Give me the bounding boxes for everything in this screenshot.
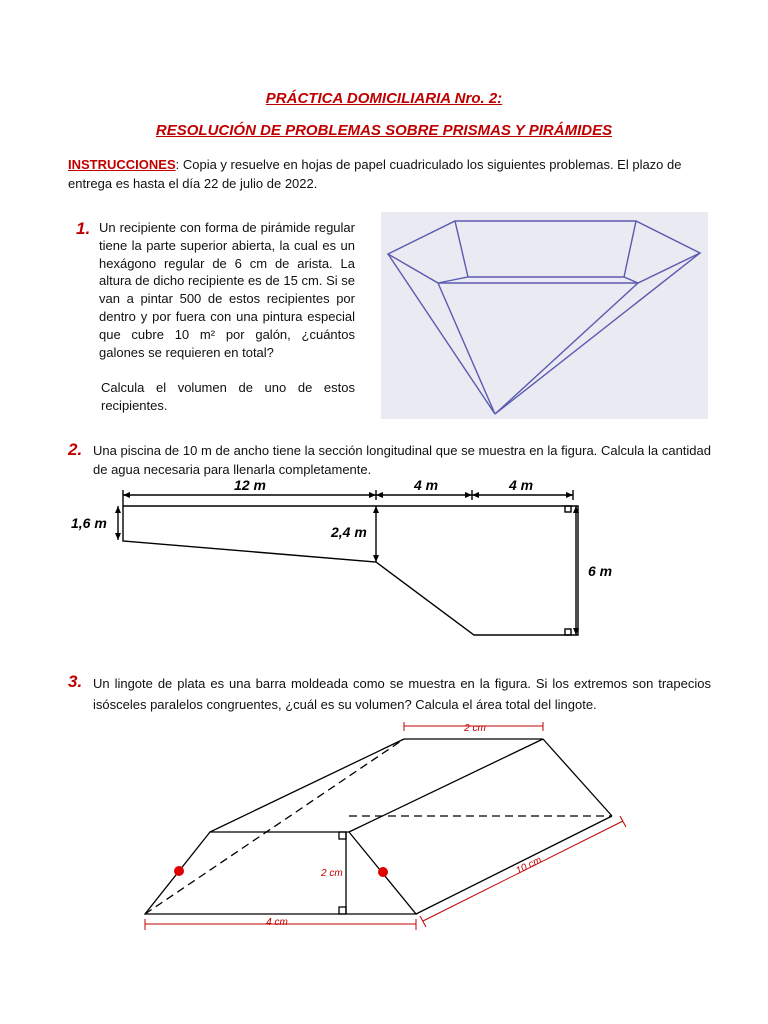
problem-1-number: 1. [76, 219, 91, 238]
dim-length-10cm: 10 cm [514, 854, 544, 877]
page-title: PRÁCTICA DOMICILIARIA Nro. 2: [265, 90, 503, 107]
problem-2-number: 2. [68, 440, 83, 459]
problem-1-text-2: Calcula el volumen de uno de estos recipientes. [101, 380, 355, 413]
dim-height-2cm: 2 cm [321, 868, 343, 879]
dim-12m: 12 m [234, 477, 266, 493]
instructions-text: : Copia y resuelve en hojas de papel cuadriculado los siguientes problemas. El plazo de entrega es hasta el día 22 de julio de 2022. [68, 157, 682, 191]
instructions-label: INSTRUCCIONES [68, 157, 176, 172]
dim-base-4cm: 4 cm [266, 917, 288, 928]
dim-4m-a: 4 m [413, 477, 439, 493]
problem-3-number: 3. [68, 672, 83, 691]
ingot-figure [140, 718, 630, 938]
problem-3-text: Un lingote de plata es una barra moldeada como se muestra en la figura. Si los extremos son trapecios isósceles paralelos congruentes, ¿cuál es su volumen? Calcula el área total del lingote. [93, 676, 711, 712]
page-subtitle: RESOLUCIÓN DE PROBLEMAS SOBRE PRISMAS Y PIRÁMIDES [155, 122, 613, 139]
instructions [68, 155, 708, 193]
pool-figure [60, 476, 720, 646]
problem-1-text: Un recipiente con forma de pirámide regular tiene la parte superior abierta, la cual es un hexágono regular de 6 cm de arista. La altura de dicho recipiente es de 15 cm. Si se van a pintar 500 de estos recipientes por dentro y por fuera con una pintura especial que cubre 10 m² por galón, ¿cuántos galones se requieren en total? [99, 220, 355, 360]
dim-1-6m: 1,6 m [71, 515, 107, 531]
midpoint-left-dot [174, 866, 184, 876]
dim-4m-b: 4 m [508, 477, 534, 493]
dim-top-2cm: 2 cm [464, 723, 486, 734]
dim-2-4m: 2,4 m [331, 524, 367, 540]
midpoint-right-dot [378, 867, 388, 877]
dim-6m: 6 m [588, 563, 613, 579]
pyramid-figure [381, 212, 708, 419]
problem-2-text: Una piscina de 10 m de ancho tiene la sección longitudinal que se muestra en la figura. Calcula la cantidad de agua necesaria para llenarla completamente. [93, 443, 711, 477]
